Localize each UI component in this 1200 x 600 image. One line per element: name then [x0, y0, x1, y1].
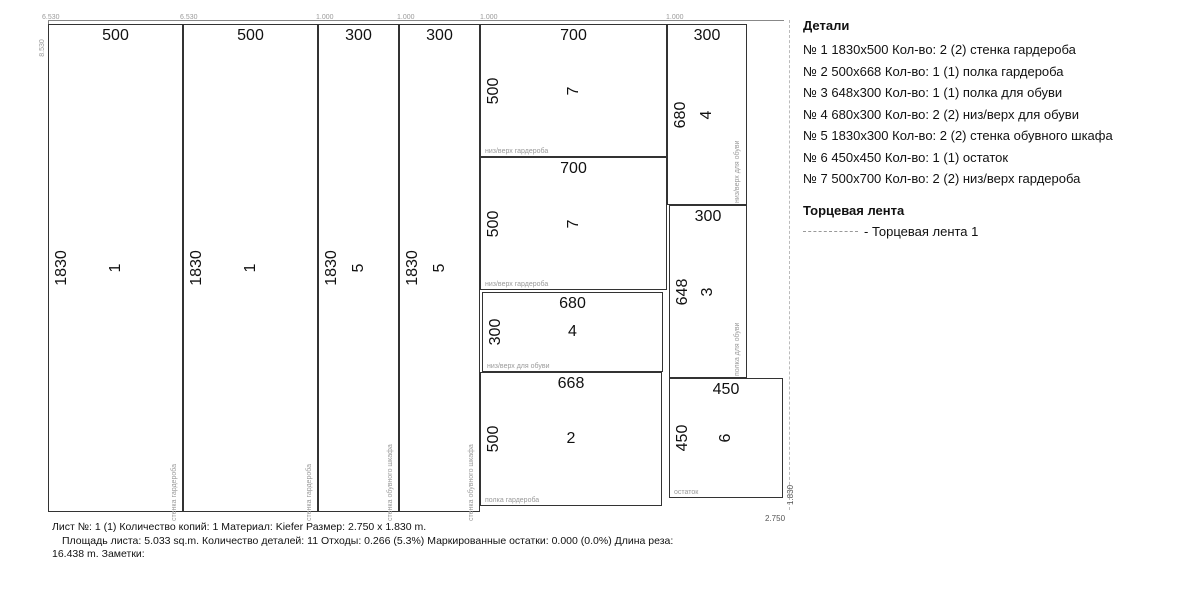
cut-piece-1a[interactable]: 500 1830 1 стенка гардероба: [48, 24, 183, 512]
piece-tag: низ/верх для обуви: [487, 363, 550, 370]
sheet-frame-edge: [783, 20, 790, 510]
legend-title: Детали: [803, 18, 850, 33]
legend-item: № 6 450x450 Кол-во: 1 (1) остаток: [803, 149, 1009, 165]
piece-tag: низ/верх гардероба: [485, 281, 549, 288]
sheet-height-label: 1.830: [786, 484, 795, 505]
corner-label: 6.530: [180, 14, 198, 21]
cut-piece-4b[interactable]: 300 680 4 низ/верх для обуви: [667, 24, 747, 205]
cut-piece-6[interactable]: 450 450 6 остаток: [669, 378, 783, 498]
corner-label: 6.530: [42, 14, 60, 21]
piece-width-label: 450: [712, 381, 740, 398]
piece-width-label: 300: [345, 27, 372, 44]
cut-piece-5b[interactable]: 300 1830 5 стенка обувного шкафа: [399, 24, 480, 512]
piece-tag: стенка гардероба: [306, 464, 313, 521]
summary-line: Площадь листа: 5.033 sq.m. Количество деталей: 11 Отходы: 0.266 (5.3%) Маркированные остатки: 0.000 (0.0%) Длина реза:: [62, 534, 674, 547]
legend-item: № 2 500x668 Кол-во: 1 (1) полка гардероба: [803, 63, 1064, 79]
piece-width-label: 680: [559, 295, 586, 312]
piece-tag: полка гардероба: [485, 497, 540, 504]
piece-tag: низ/верх гардероба: [485, 148, 549, 155]
piece-width-label: 700: [560, 160, 587, 177]
summary-line: 16.438 m. Заметки:: [52, 548, 145, 560]
cut-piece-4a[interactable]: 680 300 4 низ/верх для обуви: [482, 292, 663, 372]
sheet-summary: [52, 521, 772, 562]
piece-tag: стенка обувного шкафа: [387, 444, 394, 521]
piece-tag: остаток: [674, 489, 699, 496]
corner-label: 1.000: [316, 14, 334, 21]
piece-width-label: 300: [693, 27, 721, 44]
parts-legend: [803, 18, 1193, 242]
sheet-width-label: 2.750: [765, 514, 786, 523]
cut-piece-7b[interactable]: 700 500 7 низ/верх гардероба: [480, 157, 667, 290]
edge-band-item: [803, 222, 1193, 242]
piece-width-label: 300: [694, 208, 722, 225]
edge-band-title: Торцевая лента: [803, 202, 905, 218]
cut-piece-3[interactable]: 300 648 3 полка для обуви: [669, 205, 747, 378]
corner-label: 1.000: [397, 14, 415, 21]
legend-item: № 1 1830x500 Кол-во: 2 (2) стенка гардероба: [803, 42, 1076, 57]
piece-tag: низ/верх для обуви: [734, 140, 741, 203]
summary-line: Лист №: 1 (1) Количество копий: 1 Материал: Kiefer Размер: 2.750 x 1.830 m.: [52, 521, 427, 533]
corner-label: 1.000: [480, 14, 498, 21]
piece-tag: стенка обувного шкафа: [468, 444, 475, 521]
legend-item: № 3 648x300 Кол-во: 1 (1) полка для обуви: [803, 85, 1063, 100]
legend-item: № 4 680x300 Кол-во: 2 (2) низ/верх для обуви: [803, 106, 1079, 122]
cut-piece-7a[interactable]: 700 500 7 низ/верх гардероба: [480, 24, 667, 157]
corner-label: 1.000: [666, 14, 684, 21]
cut-piece-1b[interactable]: 500 1830 1 стенка гардероба: [183, 24, 318, 512]
cut-piece-2[interactable]: 668 500 2 полка гардероба: [480, 372, 662, 506]
piece-tag: стенка гардероба: [171, 464, 178, 521]
piece-tag: полка для обуви: [734, 322, 741, 376]
edge-band-label: - Торцевая лента 1: [864, 224, 979, 239]
piece-width-label: 300: [426, 27, 453, 44]
piece-width-label: 500: [102, 27, 129, 44]
piece-width-label: 500: [237, 27, 264, 44]
corner-label: 8.530: [38, 39, 46, 57]
cut-piece-5a[interactable]: 300 1830 5 стенка обувного шкафа: [318, 24, 399, 512]
piece-width-label: 668: [557, 375, 585, 392]
piece-width-label: 700: [560, 27, 587, 44]
edge-band-line-icon: [803, 231, 858, 232]
legend-item: № 5 1830x300 Кол-во: 2 (2) стенка обувного шкафа: [803, 128, 1113, 143]
legend-item: № 7 500x700 Кол-во: 2 (2) низ/верх гардероба: [803, 171, 1081, 186]
